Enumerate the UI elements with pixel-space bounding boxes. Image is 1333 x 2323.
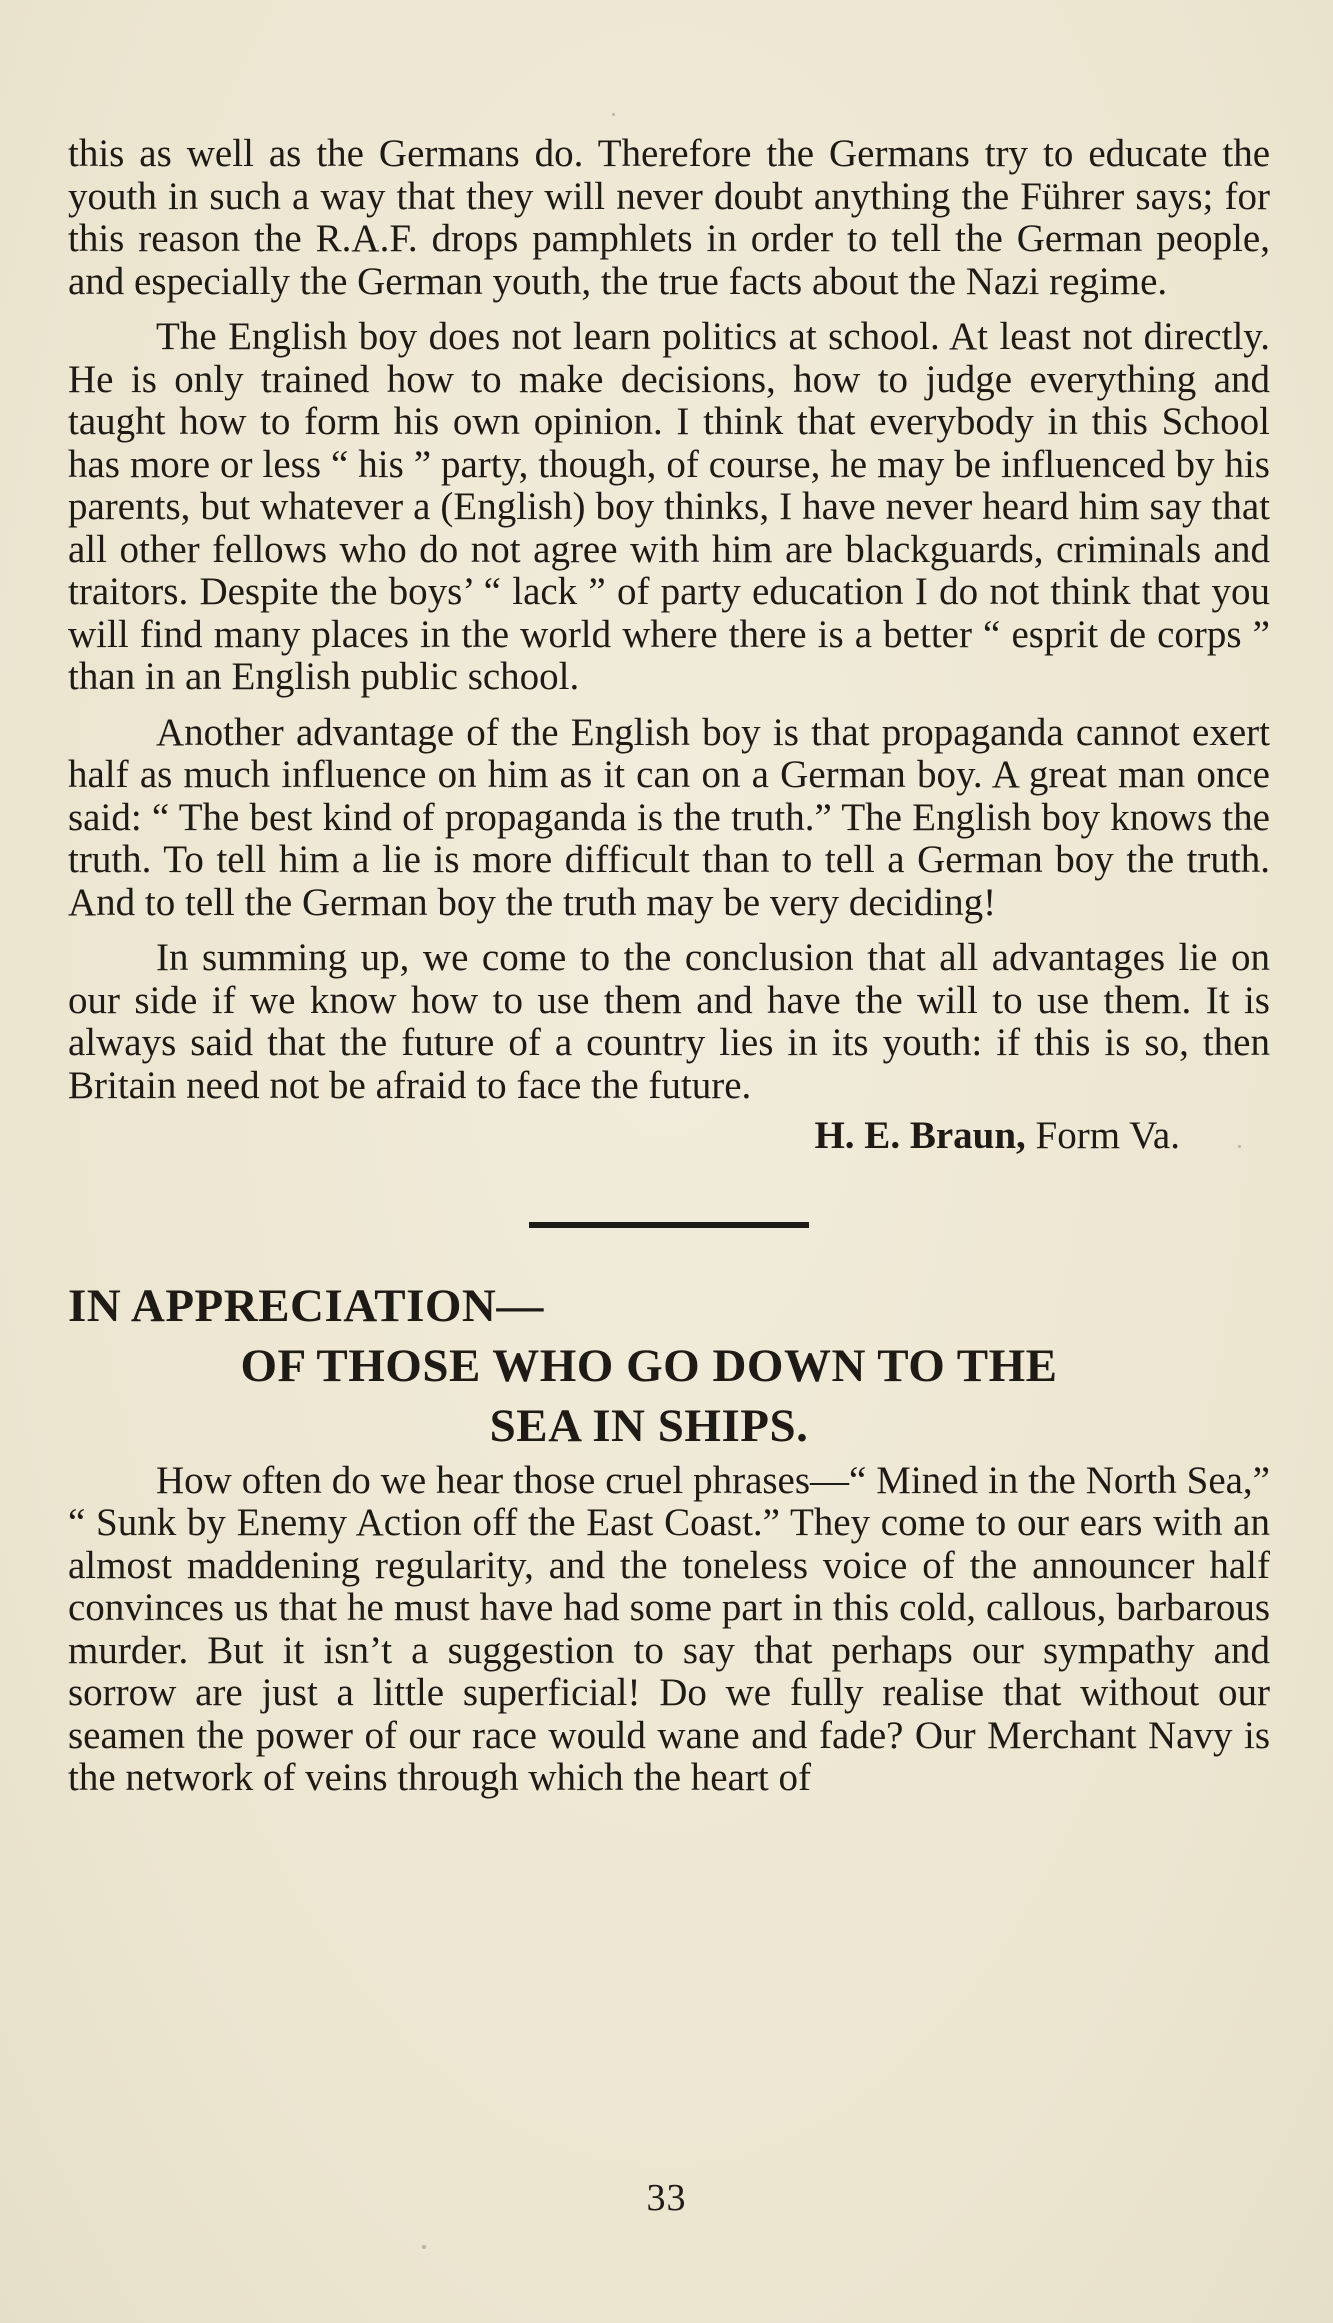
paper-speck bbox=[612, 113, 615, 116]
horizontal-rule bbox=[529, 1222, 809, 1228]
article-heading-line-1: IN APPRECIATION— bbox=[68, 1279, 544, 1332]
article-heading bbox=[68, 1276, 1270, 1456]
author-form: Form Va. bbox=[1035, 1114, 1180, 1157]
page-text-body bbox=[68, 133, 1270, 1800]
paper-speck bbox=[422, 2245, 426, 2249]
essay-paragraph-3: Another advantage of the English boy is that propaganda cannot exert half as much influence on him as it can on a German boy. A great man once said: “ The best kind of propaganda is the truth.” The English boy knows the truth. To tell him a lie is more difficult than to tell a German boy the truth. And to tell the German boy the truth may be very deciding! bbox=[68, 710, 1270, 924]
article-heading-line-2: OF THOSE WHO GO DOWN TO THE bbox=[240, 1339, 1058, 1392]
article-paragraph-1: How often do we hear those cruel phrases—“ Mined in the North Sea,” “ Sunk by Enemy Action off the East Coast.” They come to our ears with an almost maddening regularity, and the toneless voice of the announcer half convinces us that he must have had some part in this cold, callous, barbarous murder. But it isn’t a suggestion to say that perhaps our sympathy and sorrow are just a little superficial! Do we fully realise that without our seamen the power of our race would wane and fade? Our Merchant Navy is the network of veins through which the heart of bbox=[68, 1458, 1270, 1799]
paper-speck bbox=[1238, 1145, 1241, 1148]
essay-paragraph-4: In summing up, we come to the conclusion that all advantages lie on our side if we know how to use them and have the will to use them. It is always said that the future of a country lies in its youth: if this is so, then Britain need not be afraid to face the future. bbox=[68, 936, 1270, 1107]
essay-signature bbox=[68, 1115, 1270, 1158]
author-name: H. E. Braun, bbox=[814, 1114, 1026, 1157]
essay-paragraph-1: this as well as the Germans do. Therefore the Germans try to educate the youth in such a way that they will never doubt anything the Führer says; for this reason the R.A.F. drops pamphlets in order to tell the German people, and especially the German youth, the true facts about the Nazi regime. bbox=[68, 132, 1270, 303]
essay-paragraph-2: The English boy does not learn politics at school. At least not directly. He is only trained how to make decisions, how to judge everything and taught how to form his own opinion. I think that everybody in this School has more or less “ his ” party, though, of course, he may be influenced by his parents, but whatever a (English) boy thinks, I have never heard him say that all other fellows who do not agree with him are blackguards, criminals and traitors. Despite the boys’ “ lack ” of party education I do not think that you will find many places in the world where there is a better “ esprit de corps ” than in an English public school. bbox=[68, 315, 1270, 698]
section-divider bbox=[68, 1158, 1270, 1276]
article-heading-line-3: SEA IN SHIPS. bbox=[489, 1399, 809, 1452]
page-number: 33 bbox=[646, 2177, 687, 2219]
